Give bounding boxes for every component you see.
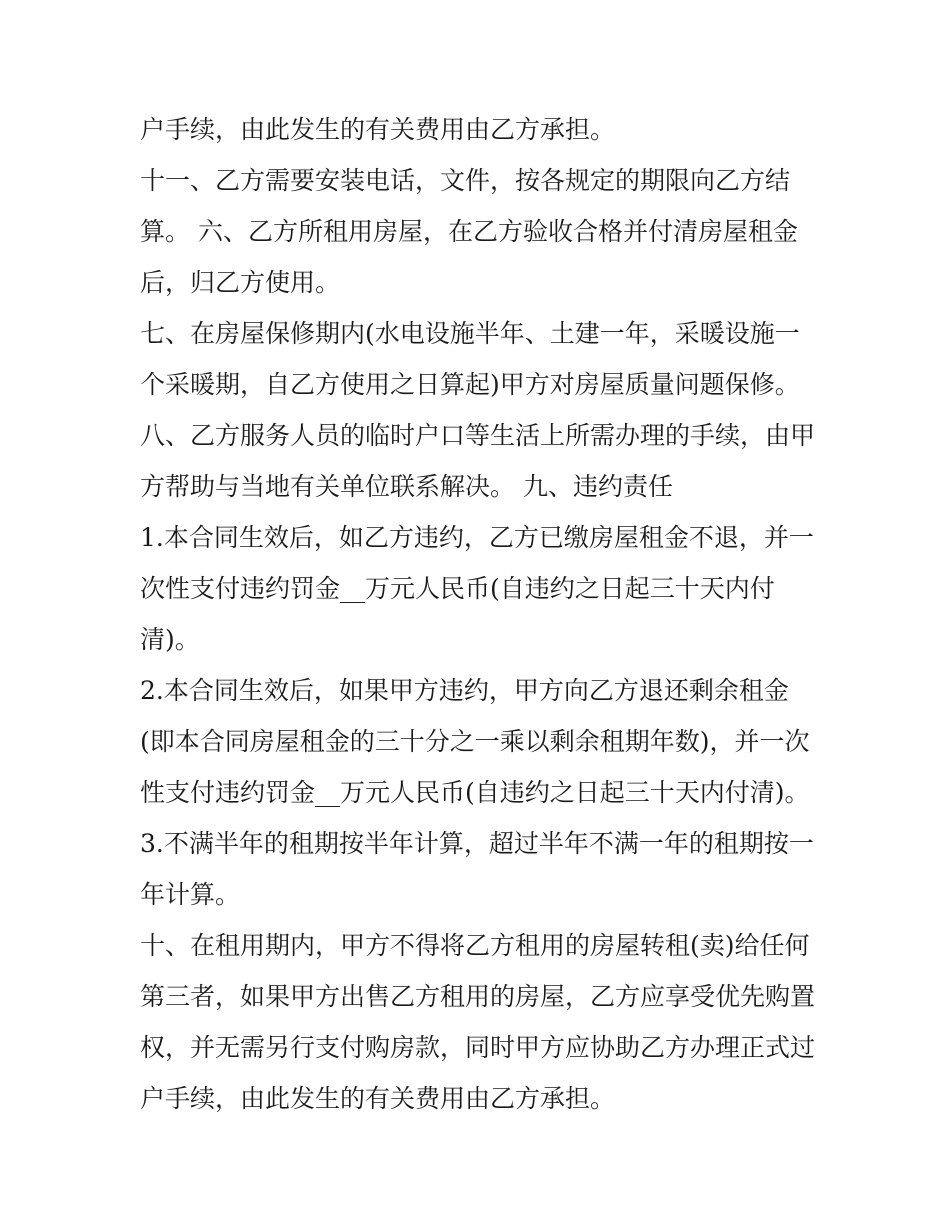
text-line: 十、在租用期内，甲方不得将乙方租用的房屋转租(卖)给任何 — [140, 931, 810, 960]
text-line: 户手续，由此发生的有关费用由乙方承担。 — [140, 1084, 616, 1113]
text-line: 性支付违约罚金__万元人民币(自违约之日起三十天内付清)。 — [140, 778, 810, 807]
text-line: 第三者，如果甲方出售乙方租用的房屋，乙方应享受优先购置 — [140, 982, 816, 1011]
text-line: 次性支付违约罚金__万元人民币(自违约之日起三十天内付 — [140, 574, 775, 603]
text-line: 2.本合同生效后，如果甲方违约，甲方向乙方退还剩余租金 — [140, 676, 789, 705]
text-line: 十一、乙方需要安装电话，文件，按各规定的期限向乙方结 — [140, 166, 791, 195]
document-body — [140, 104, 820, 1124]
text-line: 八、乙方服务人员的临时户口等生活上所需办理的手续，由甲 — [140, 421, 816, 450]
text-line: 1.本合同生效后，如乙方违约，乙方已缴房屋租金不退，并一 — [140, 523, 814, 552]
text-line: 权，并无需另行支付购房款，同时甲方应协助乙方办理正式过 — [140, 1033, 816, 1062]
text-line: 个采暖期，自乙方使用之日算起)甲方对房屋质量问题保修。 — [140, 370, 800, 399]
text-line: 方帮助与当地有关单位联系解决。 九、违约责任 — [140, 472, 673, 501]
text-line: (即本合同房屋租金的三十分之一乘以剩余租期年数)，并一次 — [140, 727, 810, 756]
text-line: 户手续，由此发生的有关费用由乙方承担。 — [140, 115, 616, 144]
text-line: 后，归乙方使用。 — [140, 268, 341, 297]
text-line: 3.不满半年的租期按半年计算，超过半年不满一年的租期按一 — [140, 829, 814, 858]
text-line: 年计算。 — [140, 880, 241, 909]
text-line: 算。 六、乙方所租用房屋，在乙方验收合格并付清房屋租金 — [140, 217, 798, 246]
text-line: 七、在房屋保修期内(水电设施半年、土建一年，采暖设施一 — [140, 319, 800, 348]
text-line: 清)。 — [140, 625, 200, 654]
